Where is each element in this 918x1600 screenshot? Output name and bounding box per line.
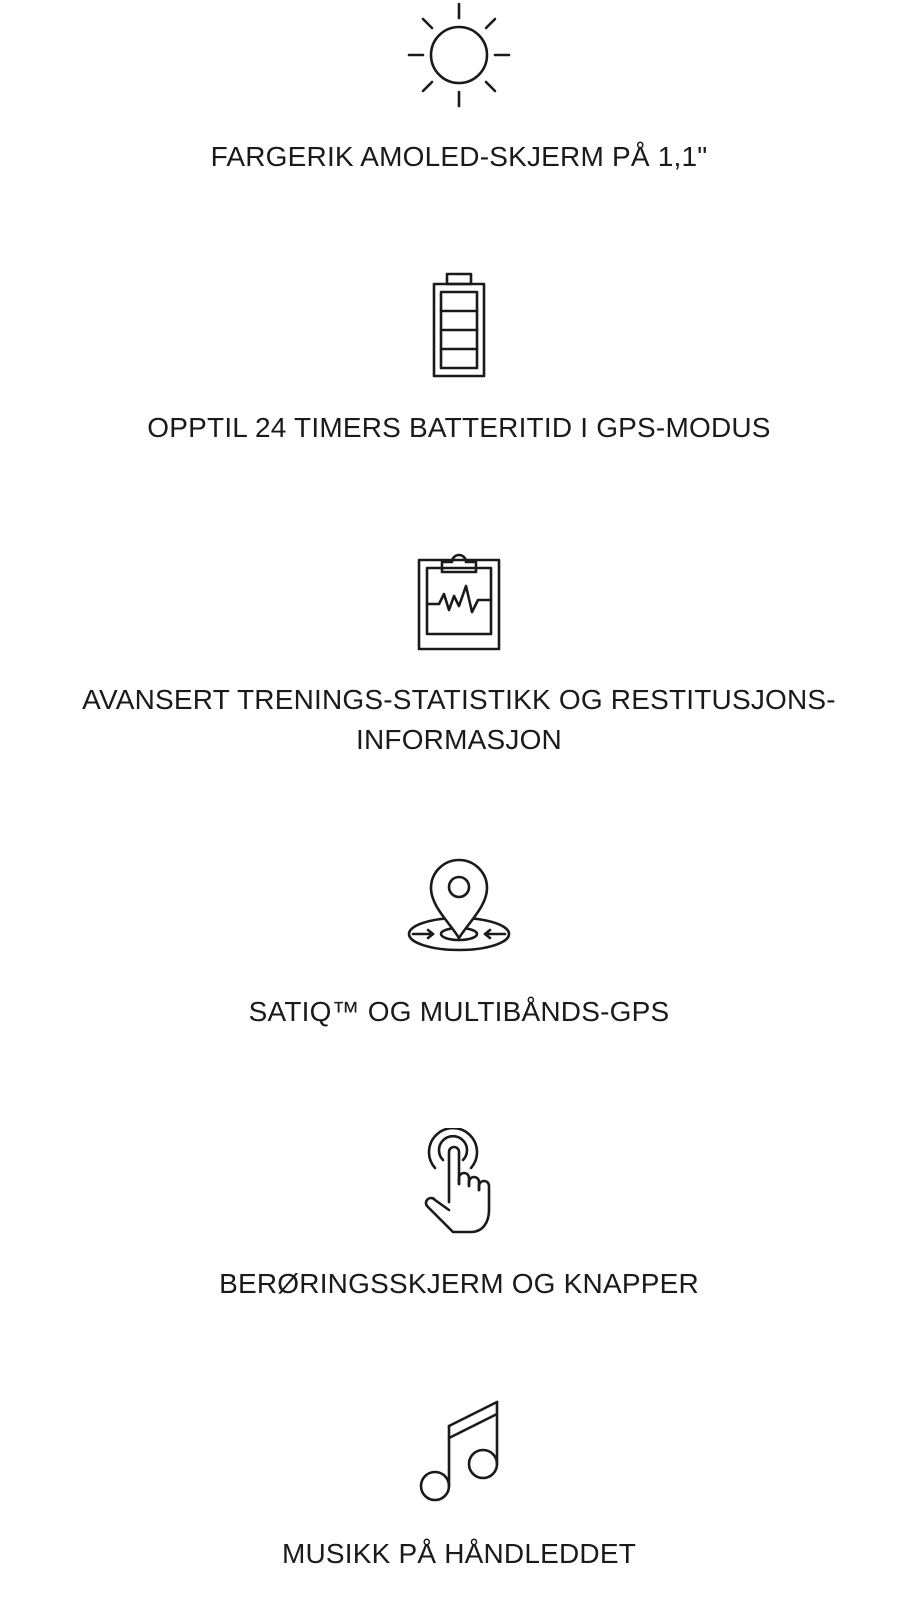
- feature-label: FARGERIK AMOLED-SKJERM PÅ 1,1": [210, 141, 708, 172]
- clipboard-chart-icon: [416, 544, 502, 652]
- feature-label: SATIQ™ OG MULTIBÅNDS-GPS: [248, 996, 670, 1027]
- location-pin-icon: [405, 856, 513, 956]
- feature-label: BERØRINGSSKJERM OG KNAPPER: [219, 1268, 699, 1299]
- feature-label: AVANSERT TRENINGS-STATISTIKK OG RESTITUSJONS-INFORMASJON: [82, 684, 836, 755]
- sun-icon: [407, 2, 511, 108]
- feature-label: OPPTIL 24 TIMERS BATTERITID I GPS-MODUS: [147, 412, 771, 443]
- music-note-icon: [417, 1398, 501, 1504]
- battery-icon: [431, 272, 487, 380]
- feature-label: MUSIKK PÅ HÅNDLEDDET: [281, 1538, 637, 1569]
- touch-hand-icon: [423, 1128, 495, 1236]
